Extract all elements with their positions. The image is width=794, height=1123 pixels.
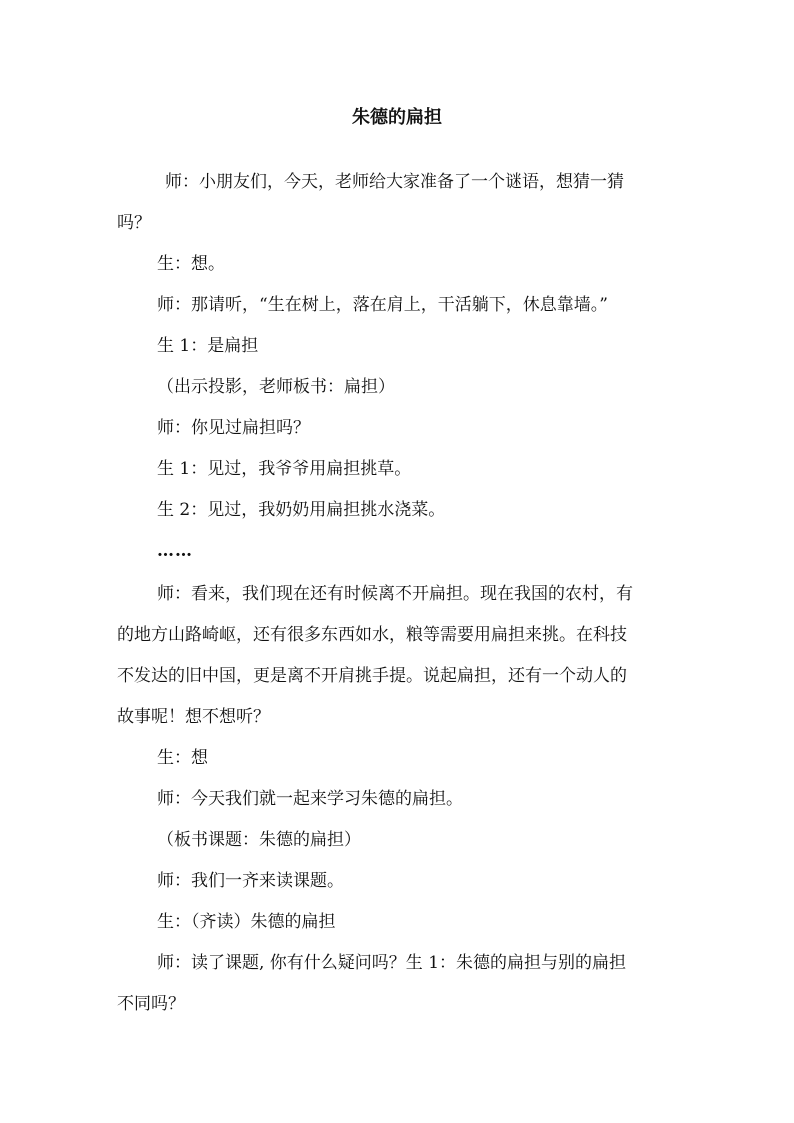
paragraph-line: 生 2：见过，我奶奶用扁担挑水浇菜。 (157, 500, 446, 520)
paragraph-line: 师：小朋友们，今天，老师给大家准备了一个谜语，想猜一猜 (165, 172, 624, 192)
paragraph-line: 生：想。 (157, 254, 225, 274)
ellipsis-line: …… (157, 541, 193, 561)
paragraph-line: 师：我们一齐来读课题。 (157, 871, 344, 891)
paragraph-line: 生 1：见过，我爷爷用扁担挑草。 (157, 459, 412, 479)
paragraph-line: 吗？ (117, 213, 151, 233)
paragraph-line: 生 1：是扁担 (157, 336, 259, 356)
paragraph-line: 故事呢！想不想听？ (117, 707, 270, 727)
document-title: 朱德的扁担 (352, 107, 442, 128)
paragraph-line: 生：想 (157, 748, 208, 768)
paragraph-line: （出示投影，老师板书：扁担） (157, 377, 395, 397)
paragraph-line: 师：你见过扁担吗？ (157, 418, 310, 438)
paragraph-line: 生：（齐读）朱德的扁担 (157, 912, 336, 932)
paragraph-line: 不同吗？ (117, 994, 185, 1014)
paragraph-line: 师：看来，我们现在还有时候离不开扁担。现在我国的农村，有 (157, 584, 633, 604)
paragraph-line: （板书课题：朱德的扁担） (157, 830, 361, 850)
paragraph-line: 师：今天我们就一起来学习朱德的扁担。 (157, 789, 463, 809)
paragraph-line: 的地方山路崎岖，还有很多东西如水，粮等需要用扁担来挑。在科技 (117, 625, 627, 645)
paragraph-line: 师：那请听，“生在树上，落在肩上，干活躺下，休息靠墙。” (157, 295, 608, 315)
paragraph-line: 不发达的旧中国，更是离不开肩挑手提。说起扁担，还有一个动人的 (117, 666, 627, 686)
paragraph-line: 师：读了课题, 你有什么疑问吗？生 1：朱德的扁担与别的扁担 (157, 953, 627, 973)
